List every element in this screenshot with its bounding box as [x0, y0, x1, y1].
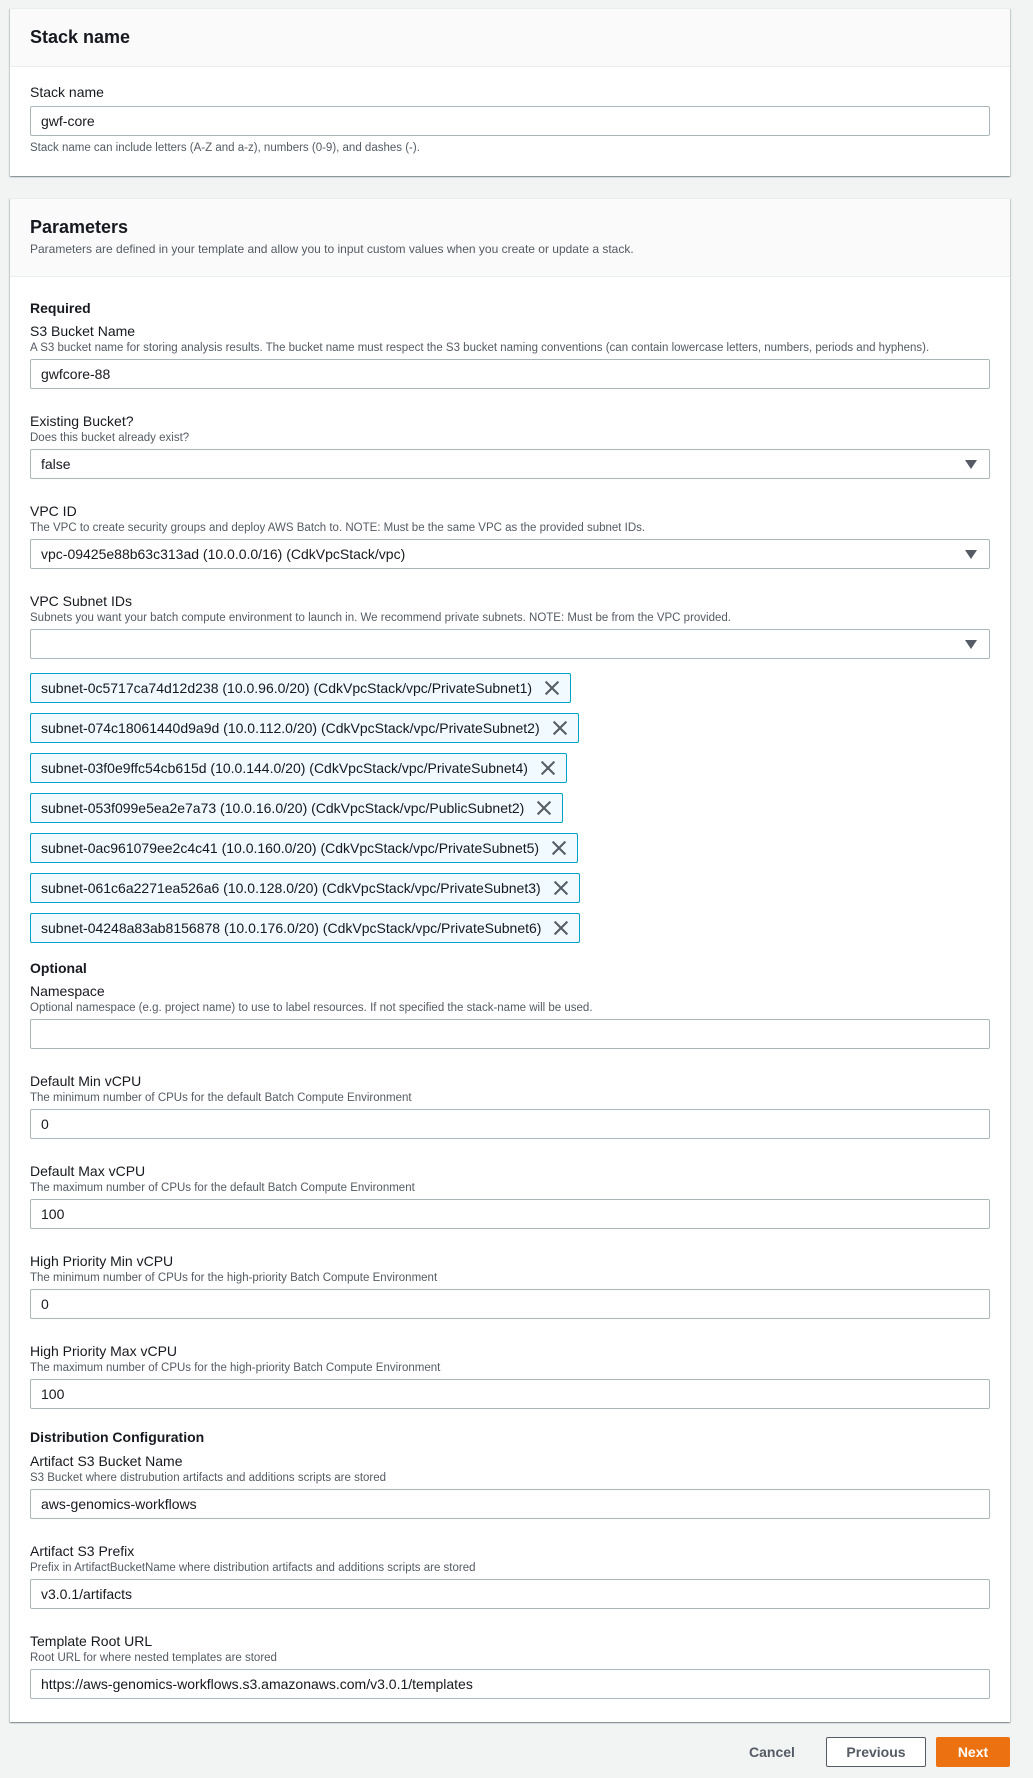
subnet-token-label: subnet-061c6a2271ea526a6 (10.0.128.0/20) (CdkVpcStack/vpc/PrivateSubnet3) — [41, 880, 541, 896]
vpc-id-desc: The VPC to create security groups and deploy AWS Batch to. NOTE: Must be the same VPC as the provided subnet IDs. — [30, 522, 646, 534]
vpc-id-label: VPC ID — [30, 503, 77, 519]
template-root-url-label: Template Root URL — [30, 1633, 153, 1649]
close-icon[interactable] — [536, 800, 552, 816]
subnet-token — [30, 713, 579, 743]
vpc-id-field — [30, 503, 990, 569]
stack-name-label: Stack name — [30, 84, 104, 100]
distribution-section-label: Distribution Configuration — [30, 1429, 205, 1445]
high-priority-max-vcpu-desc: The maximum number of CPUs for the high-priority Batch Compute Environment — [30, 1362, 441, 1374]
artifact-bucket-field — [30, 1453, 990, 1519]
subnet-token-label: subnet-0c5717ca74d12d238 (10.0.96.0/20) (CdkVpcStack/vpc/PrivateSubnet1) — [41, 680, 533, 696]
artifact-prefix-input[interactable] — [30, 1579, 990, 1609]
high-priority-min-vcpu-input[interactable] — [30, 1289, 990, 1319]
caret-down-icon — [965, 640, 977, 649]
default-min-vcpu-field — [30, 1073, 990, 1139]
s3-bucket-desc: A S3 bucket name for storing analysis results. The bucket name must respect the S3 bucket naming conventions (can contain lowercase letters, numbers, periods and hyphens). — [30, 342, 930, 354]
default-max-vcpu-label: Default Max vCPU — [30, 1163, 146, 1179]
stack-name-header — [10, 9, 1010, 67]
template-root-url-field — [30, 1633, 990, 1699]
high-priority-min-vcpu-field — [30, 1253, 990, 1319]
high-priority-max-vcpu-label: High Priority Max vCPU — [30, 1343, 178, 1359]
existing-bucket-label: Existing Bucket? — [30, 413, 134, 429]
subnet-token — [30, 873, 580, 903]
high-priority-max-vcpu-field — [30, 1343, 990, 1409]
existing-bucket-desc: Does this bucket already exist? — [30, 432, 190, 444]
s3-bucket-field — [30, 323, 990, 389]
namespace-label: Namespace — [30, 983, 105, 999]
existing-bucket-field — [30, 413, 990, 479]
close-icon[interactable] — [544, 680, 560, 696]
close-icon[interactable] — [552, 720, 568, 736]
required-section-label: Required — [30, 300, 91, 316]
next-button[interactable]: Next — [936, 1737, 1010, 1767]
stack-name-input[interactable] — [30, 106, 990, 136]
close-icon[interactable] — [553, 920, 569, 936]
default-max-vcpu-desc: The maximum number of CPUs for the default Batch Compute Environment — [30, 1182, 415, 1194]
default-min-vcpu-input[interactable] — [30, 1109, 990, 1139]
caret-down-icon — [965, 460, 977, 469]
default-max-vcpu-field — [30, 1163, 990, 1229]
close-icon[interactable] — [551, 840, 567, 856]
subnet-token-label: subnet-074c18061440d9a9d (10.0.112.0/20) (CdkVpcStack/vpc/PrivateSubnet2) — [41, 720, 540, 736]
close-icon[interactable] — [540, 760, 556, 776]
subnet-token-label: subnet-053f099e5ea2e7a73 (10.0.16.0/20) (CdkVpcStack/vpc/PublicSubnet2) — [41, 800, 525, 816]
subnet-token — [30, 673, 571, 703]
vpc-subnets-select[interactable] — [30, 629, 990, 659]
high-priority-min-vcpu-desc: The minimum number of CPUs for the high-priority Batch Compute Environment — [30, 1272, 438, 1284]
vpc-subnets-desc: Subnets you want your batch compute environment to launch in. We recommend private subnets. NOTE: Must be from the VPC provided. — [30, 612, 731, 624]
caret-down-icon — [965, 550, 977, 559]
subnet-token — [30, 753, 567, 783]
namespace-desc: Optional namespace (e.g. project name) to use to label resources. If not specified the stack-name will be used. — [30, 1002, 593, 1014]
stack-name-panel — [10, 8, 1010, 176]
default-min-vcpu-desc: The minimum number of CPUs for the default Batch Compute Environment — [30, 1092, 412, 1104]
subnet-token — [30, 793, 563, 823]
vpc-subnets-label: VPC Subnet IDs — [30, 593, 132, 609]
subnet-token-label: subnet-03f0e9ffc54cb615d (10.0.144.0/20) (CdkVpcStack/vpc/PrivateSubnet4) — [41, 760, 528, 776]
previous-button[interactable]: Previous — [826, 1737, 926, 1767]
existing-bucket-select[interactable] — [30, 449, 990, 479]
subnet-token-label: subnet-0ac961079ee2c4c41 (10.0.160.0/20) (CdkVpcStack/vpc/PrivateSubnet5) — [41, 840, 540, 856]
default-min-vcpu-label: Default Min vCPU — [30, 1073, 142, 1089]
vpc-id-select[interactable] — [30, 539, 990, 569]
artifact-bucket-desc: S3 Bucket where distrubution artifacts and additions scripts are stored — [30, 1472, 387, 1484]
artifact-bucket-input[interactable] — [30, 1489, 990, 1519]
s3-bucket-input[interactable] — [30, 359, 990, 389]
existing-bucket-value: false — [41, 456, 71, 472]
artifact-bucket-label: Artifact S3 Bucket Name — [30, 1453, 183, 1469]
subnet-token — [30, 833, 578, 863]
artifact-prefix-label: Artifact S3 Prefix — [30, 1543, 135, 1559]
template-root-url-desc: Root URL for where nested templates are stored — [30, 1652, 277, 1664]
parameters-panel — [10, 198, 1010, 1722]
parameters-header — [10, 199, 1010, 277]
vpc-subnets-field — [30, 593, 990, 659]
parameters-title: Parameters — [30, 217, 129, 237]
template-root-url-input[interactable] — [30, 1669, 990, 1699]
namespace-input[interactable] — [30, 1019, 990, 1049]
stack-name-field — [30, 84, 990, 154]
parameters-description: Parameters are defined in your template and allow you to input custom values when you create or update a stack. — [30, 242, 634, 256]
artifact-prefix-desc: Prefix in ArtifactBucketName where distribution artifacts and additions scripts are stored — [30, 1562, 476, 1574]
default-max-vcpu-input[interactable] — [30, 1199, 990, 1229]
cancel-button[interactable]: Cancel — [732, 1737, 812, 1767]
subnet-token — [30, 913, 580, 943]
subnet-token-label: subnet-04248a83ab8156878 (10.0.176.0/20) (CdkVpcStack/vpc/PrivateSubnet6) — [41, 920, 542, 936]
artifact-prefix-field — [30, 1543, 990, 1609]
optional-section-label: Optional — [30, 960, 87, 976]
high-priority-min-vcpu-label: High Priority Min vCPU — [30, 1253, 174, 1269]
stack-name-hint: Stack name can include letters (A-Z and a-z), numbers (0-9), and dashes (-). — [30, 142, 420, 154]
s3-bucket-label: S3 Bucket Name — [30, 323, 136, 339]
namespace-field — [30, 983, 990, 1049]
vpc-id-value: vpc-09425e88b63c313ad (10.0.0.0/16) (CdkVpcStack/vpc) — [41, 546, 406, 562]
close-icon[interactable] — [553, 880, 569, 896]
high-priority-max-vcpu-input[interactable] — [30, 1379, 990, 1409]
stack-name-title: Stack name — [30, 27, 131, 47]
